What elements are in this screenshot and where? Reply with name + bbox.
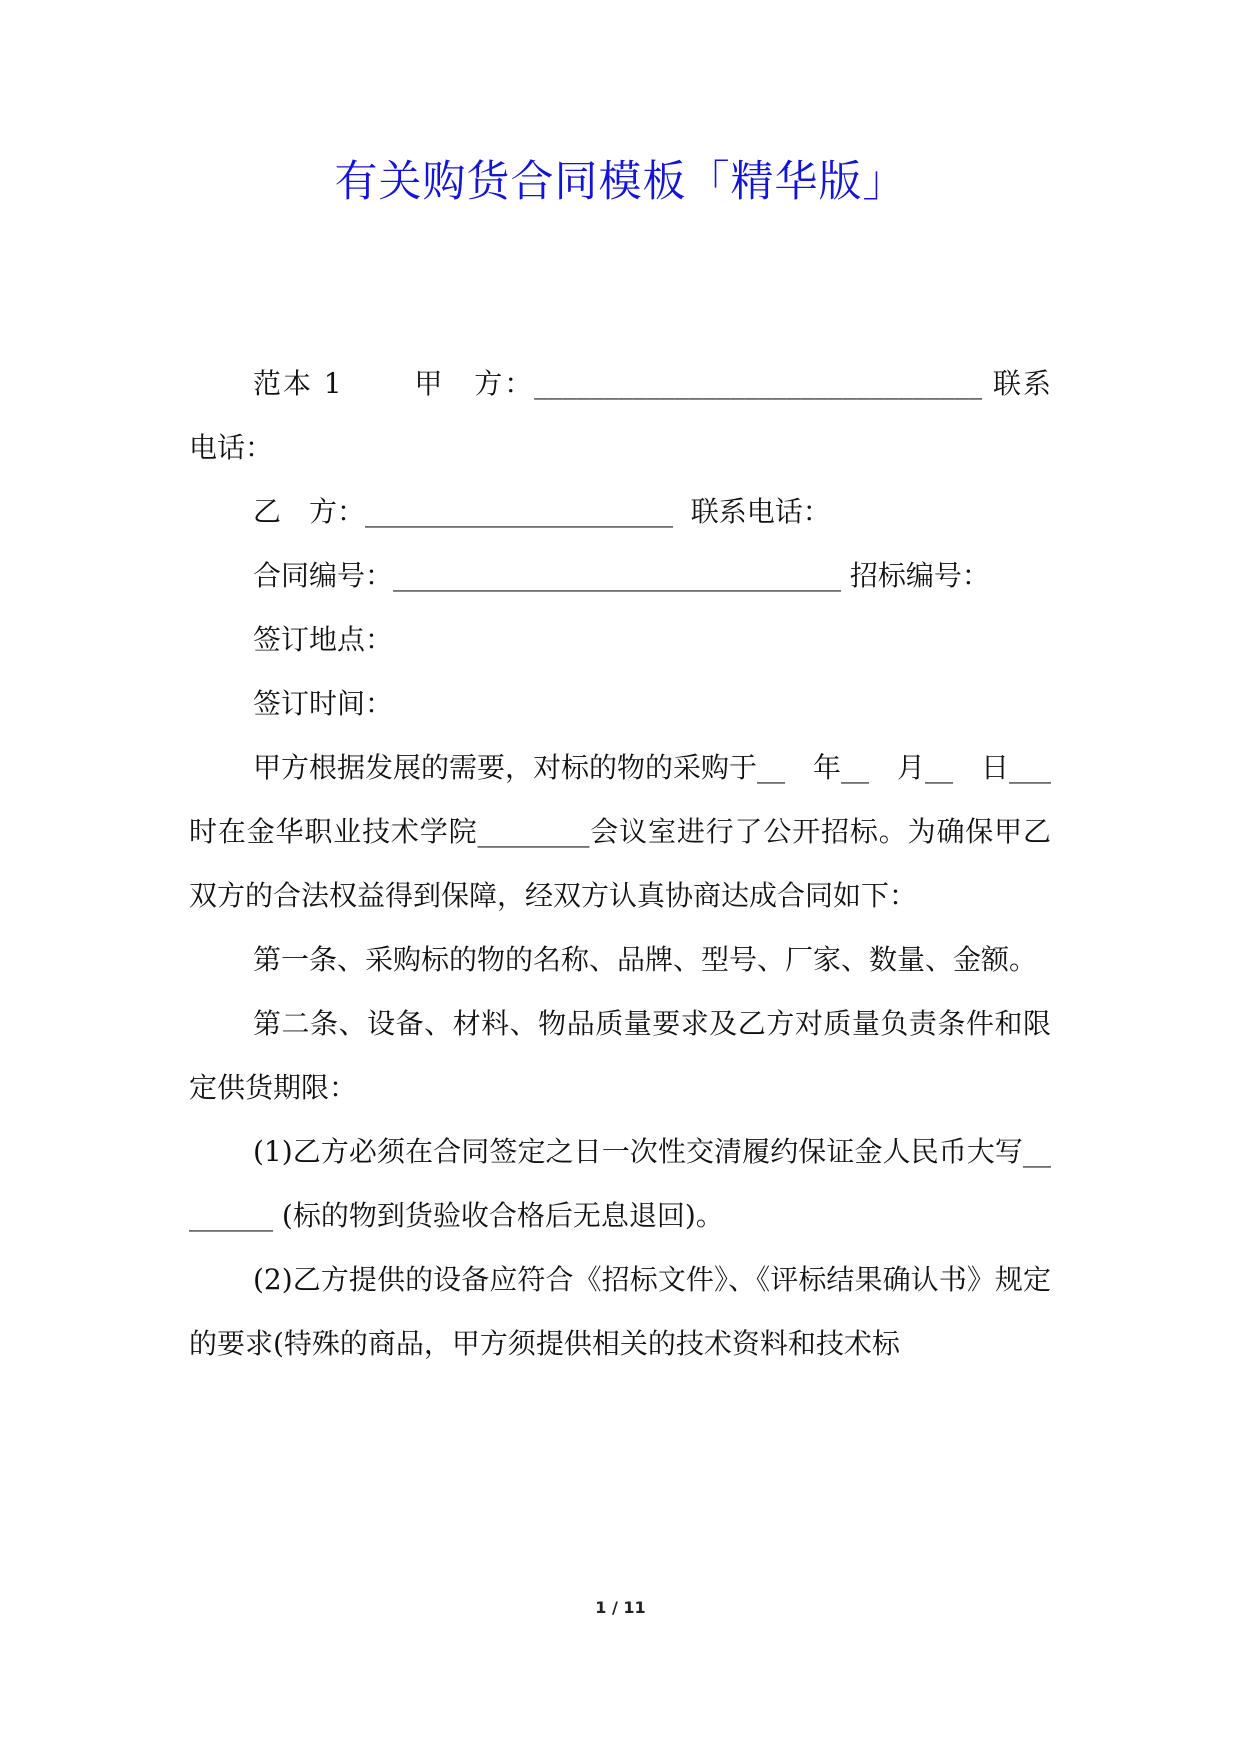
page-number: 1 / 11	[595, 1598, 646, 1617]
paragraph-contract-number: 合同编号：________________________________ 招标编号：	[253, 559, 990, 592]
paragraph-clause-2: (2)乙方提供的设备应符合《招标文件》、《评标结果确认书》规定的要求(特殊的商品，甲方须提供相关的技术资料和技术标	[189, 1263, 1051, 1360]
paragraph-party-b: 乙 方：______________________ 联系电话：	[253, 495, 831, 528]
document-title: 有关购货合同模板「精华版」	[334, 157, 907, 207]
paragraph-preamble: 甲方根据发展的需要，对标的物的采购于__ 年__ 月__ 日___时在金华职业技术学院________会议室进行了公开招标。为确保甲乙双方的合法权益得到保障，经双方认真协商达成合同如下：	[189, 751, 1052, 912]
paragraph-article-1: 第一条、采购标的物的名称、品牌、型号、厂家、数量、金额。	[253, 943, 1038, 976]
document-body	[189, 352, 1051, 1376]
paragraph-article-2: 第二条、设备、材料、物品质量要求及乙方对质量负责条件和限定供货期限：	[189, 1007, 1051, 1104]
paragraph-clause-1: (1)乙方必须在合同签定之日一次性交清履约保证金人民币大写________ (标的物到货验收合格后无息退回)。	[189, 1135, 1051, 1232]
paragraph-party-a: 范本 1 甲 方：________________________________ 联系电话：	[189, 367, 1051, 464]
paragraph-signing-place: 签订地点：	[253, 623, 394, 656]
paragraph-signing-time: 签订时间：	[253, 687, 394, 720]
